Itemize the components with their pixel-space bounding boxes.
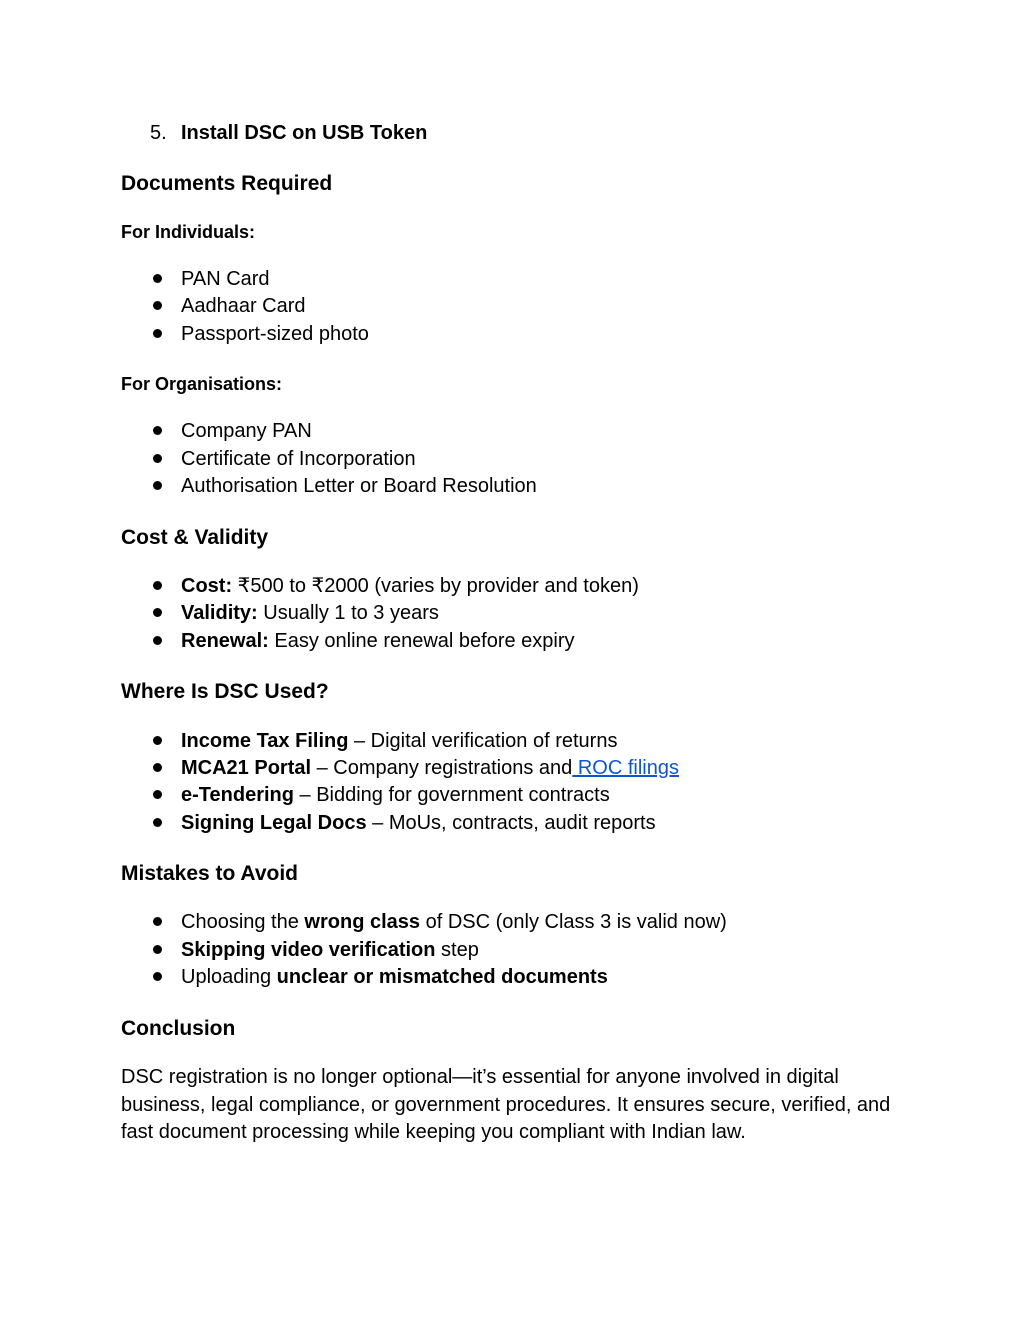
list-item: Certificate of Incorporation [181, 448, 416, 470]
bullet-icon [153, 426, 162, 435]
item-text: – Company registrations and [311, 757, 573, 779]
bullet-icon [153, 581, 162, 590]
bullet-icon [153, 481, 162, 490]
item-label: Validity: [181, 602, 258, 624]
item-text: step [435, 939, 479, 961]
documents-heading: Documents Required [121, 172, 333, 195]
bullet-icon [153, 329, 162, 338]
item-emphasis: Skipping video verification [181, 939, 436, 961]
bullet-icon [153, 917, 162, 926]
individuals-heading: For Individuals: [121, 222, 256, 242]
list-item [181, 574, 639, 598]
list-item [181, 783, 610, 807]
item-text: – Bidding for government contracts [293, 784, 610, 806]
item-label: Income Tax Filing [181, 730, 349, 752]
conclusion-heading: Conclusion [121, 1017, 236, 1040]
list-number: 5. [150, 122, 167, 144]
list-item: Aadhaar Card [181, 295, 306, 317]
organisations-heading: For Organisations: [121, 374, 283, 394]
item-label: Signing Legal Docs [181, 812, 367, 834]
bullet-icon [153, 274, 162, 283]
mistakes-heading: Mistakes to Avoid [121, 862, 298, 885]
item-emphasis: wrong class [304, 911, 421, 933]
list-item [181, 729, 617, 753]
item-text: Usually 1 to 3 years [257, 602, 439, 624]
list-item [181, 910, 727, 934]
conclusion-paragraph: DSC registration is no longer optional—it’s essential for anyone involved in digital business, legal compliance, or government procedures. It ensures secure, verified, and fast document processing while keeping you compliant with Indian law. [121, 1066, 891, 1143]
step-5-text: Install DSC on USB Token [181, 122, 428, 144]
list-item [181, 756, 679, 780]
list-item: Company PAN [181, 420, 312, 442]
bullet-icon [153, 301, 162, 310]
list-item: Authorisation Letter or Board Resolution [181, 475, 537, 497]
bullet-icon [153, 945, 162, 954]
bullet-icon [153, 763, 162, 772]
bullet-icon [153, 454, 162, 463]
item-text: Easy online renewal before expiry [268, 630, 575, 652]
list-item: Passport-sized photo [181, 323, 369, 345]
bullet-icon [153, 790, 162, 799]
list-item [181, 938, 479, 962]
item-text: Uploading [181, 966, 277, 988]
roc-filings-link[interactable]: ROC filings [572, 757, 679, 779]
cost-heading: Cost & Validity [121, 526, 269, 549]
item-text: – Digital verification of returns [348, 730, 618, 752]
list-item [181, 965, 608, 989]
list-item [181, 629, 575, 653]
item-text: of DSC (only Class 3 is valid now) [420, 911, 727, 933]
item-label: Cost: [181, 575, 233, 597]
item-label: Renewal: [181, 630, 269, 652]
bullet-icon [153, 736, 162, 745]
item-label: MCA21 Portal [181, 757, 312, 779]
bullet-icon [153, 608, 162, 617]
item-label: e-Tendering [181, 784, 294, 806]
usage-heading: Where Is DSC Used? [121, 680, 329, 703]
bullet-icon [153, 818, 162, 827]
list-item [181, 811, 656, 835]
item-text: – MoUs, contracts, audit reports [366, 812, 656, 834]
list-item: PAN Card [181, 268, 270, 290]
item-text: Choosing the [181, 911, 305, 933]
bullet-icon [153, 972, 162, 981]
bullet-icon [153, 636, 162, 645]
item-text: ₹500 to ₹2000 (varies by provider and token) [232, 575, 639, 597]
list-item [181, 601, 439, 625]
item-emphasis: unclear or mismatched documents [276, 966, 608, 988]
